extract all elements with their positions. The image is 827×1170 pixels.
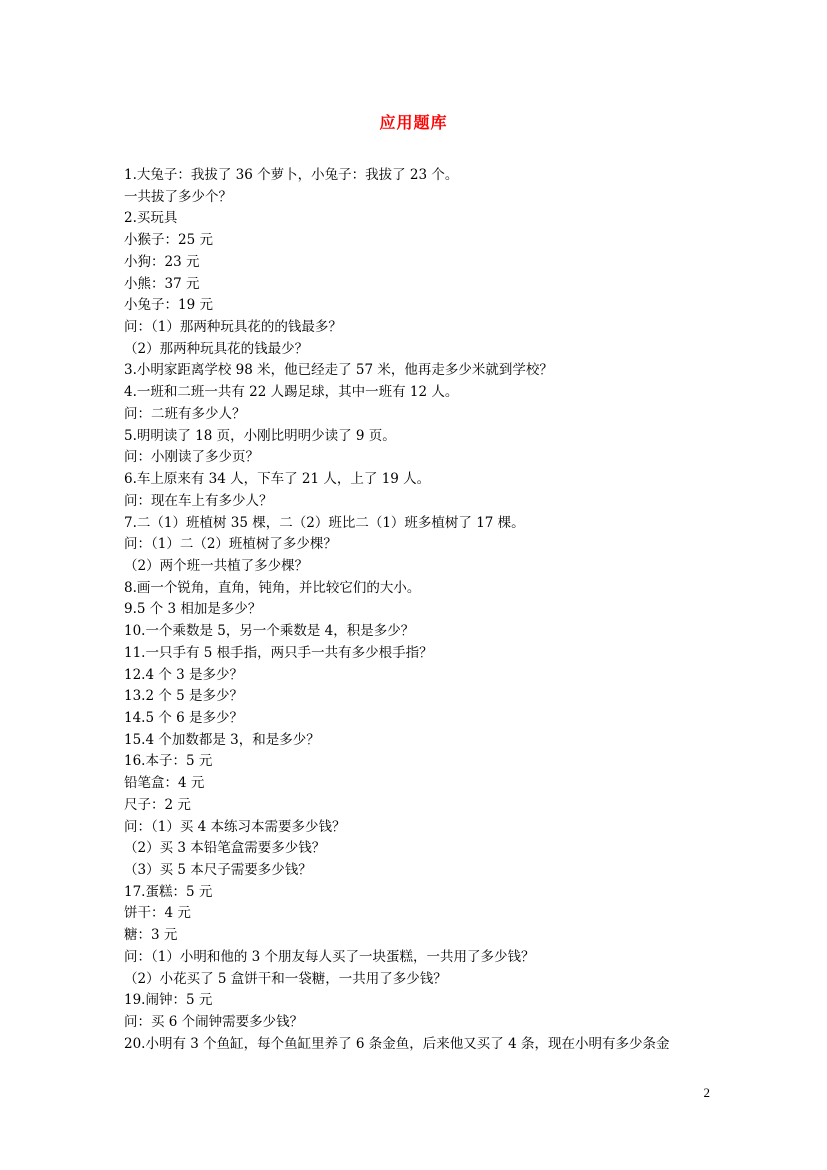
- text-line: 7.二（1）班植树 35 棵，二（2）班比二（1）班多植树了 17 棵。: [124, 514, 525, 531]
- text-line: 9.5 个 3 相加是多少？: [124, 601, 262, 618]
- text-line: 3.小明家距离学校 98 米，他已经走了 57 米，他再走多少米就到学校？: [124, 362, 553, 379]
- text-line: 糖：3 元: [124, 927, 178, 944]
- text-line: 问：小刚读了多少页？: [124, 449, 259, 466]
- text-line: （2）小花买了 5 盒饼干和一袋糖，一共用了多少钱？: [124, 970, 447, 987]
- text-line: 饼干：4 元: [124, 905, 191, 922]
- text-line: 16.本子：5 元: [124, 753, 213, 770]
- text-line: 1.大兔子：我拔了 36 个萝卜，小兔子：我拔了 23 个。: [124, 167, 459, 183]
- text-line: 6.车上原来有 34 人，下车了 21 人，上了 19 人。: [124, 471, 431, 488]
- text-line: 小熊：37 元: [124, 275, 200, 292]
- text-line: 17.蛋糕：5 元: [124, 883, 213, 900]
- text-line: 问：（1）买 4 本练习本需要多少钱？: [124, 818, 346, 835]
- text-line: 12.4 个 3 是多少？: [124, 666, 244, 683]
- text-line: （2）那两种玩具花的钱最少？: [124, 340, 309, 357]
- page-title: 应用题库: [379, 113, 448, 132]
- text-line: 13.2 个 5 是多少？: [124, 688, 244, 705]
- text-line: 5.明明读了 18 页，小刚比明明少读了 9 页。: [124, 427, 396, 444]
- text-line: 问：买 6 个闹钟需要多少钱？: [124, 1014, 304, 1031]
- page-number: 2: [703, 1085, 710, 1100]
- text-line: （2）两个班一共植了多少棵？: [124, 557, 309, 574]
- text-line: 铅笔盒：4 元: [124, 775, 205, 792]
- text-line: 11.一只手有 5 根手指，两只手一共有多少根手指？: [124, 644, 433, 661]
- text-line: 2.买玩具: [124, 210, 178, 227]
- text-line: 尺子：2 元: [124, 796, 191, 813]
- text-line: 14.5 个 6 是多少？: [124, 709, 244, 726]
- text-line: 一共拔了多少个？: [124, 188, 232, 205]
- text-line: 小狗：23 元: [124, 253, 200, 270]
- text-line: 19.闹钟：5 元: [124, 992, 213, 1009]
- text-line: 小猴子：25 元: [124, 232, 213, 249]
- text-line: 15.4 个加数都是 3，和是多少？: [124, 731, 320, 748]
- text-line: 问：（1）小明和他的 3 个朋友每人买了一块蛋糕，一共用了多少钱？: [124, 948, 535, 965]
- text-line: 小兔子：19 元: [124, 297, 213, 314]
- text-line: （3）买 5 本尺子需要多少钱？: [124, 862, 312, 878]
- text-line: 4.一班和二班一共有 22 人踢足球，其中一班有 12 人。: [124, 384, 459, 401]
- text-line: 问：二班有多少人？: [124, 405, 246, 422]
- text-line: （2）买 3 本铅笔盒需要多少钱？: [124, 840, 326, 857]
- text-line: 问：现在车上有多少人？: [124, 492, 273, 509]
- text-line: 20.小明有 3 个鱼缸，每个鱼缸里养了 6 条金鱼，后来他又买了 4 条，现在小明有多少条金: [124, 1035, 670, 1052]
- text-line: 8.画一个锐角，直角，钝角，并比较它们的大小。: [124, 579, 421, 596]
- text-line: 10.一个乘数是 5，另一个乘数是 4，积是多少？: [124, 623, 415, 640]
- problem-list: [124, 165, 714, 1055]
- text-line: 问：（1）二（2）班植树了多少棵？: [124, 536, 337, 553]
- text-line: 问：（1）那两种玩具花的的钱最多？: [124, 319, 342, 336]
